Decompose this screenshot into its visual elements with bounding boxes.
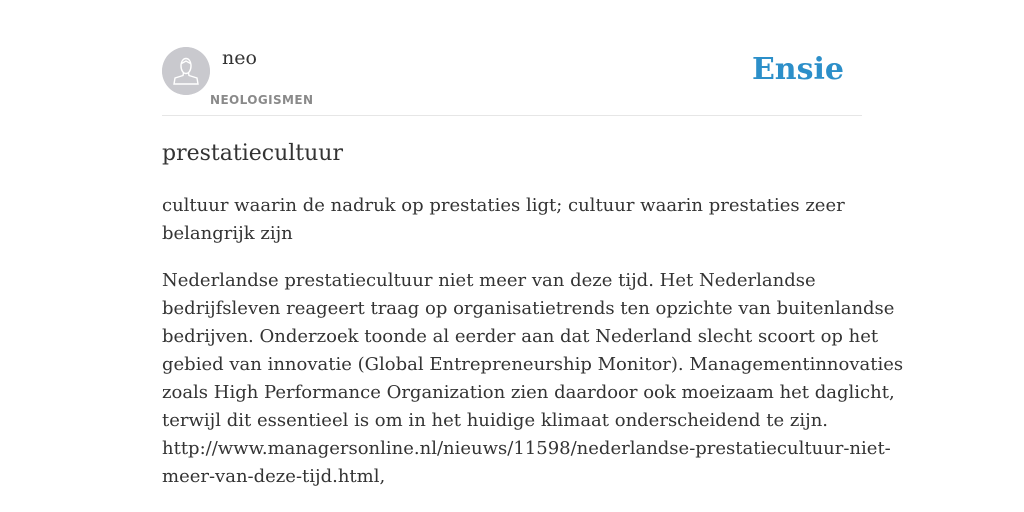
example-line: bedrijven. Onderzoek toonde al eerder aan dat Nederland slecht scoort op het — [162, 326, 879, 347]
category-label: NEOLOGISMEN — [210, 93, 314, 107]
entry-example — [162, 267, 904, 491]
example-line: http://www.managersonline.nl/nieuws/11598/nederlandse-prestatiecultuur-niet- — [162, 438, 891, 459]
definition-line: belangrijk zijn — [162, 223, 293, 244]
example-line: terwijl dit essentieel is om in het huidige klimaat onderscheidend te zijn. — [162, 410, 829, 431]
example-line: Nederlandse prestatiecultuur niet meer van deze tijd. Het Nederlandse — [162, 270, 816, 291]
example-line: gebied van innovatie (Global Entrepreneurship Monitor). Managementinnovaties — [162, 354, 904, 375]
entry-header — [162, 46, 862, 116]
author-avatar[interactable] — [162, 47, 210, 95]
example-line: zoals High Performance Organization zien daardoor ook moeizaam het daglicht, — [162, 382, 895, 403]
entry-title: prestatiecultuur — [162, 141, 343, 166]
author-name-link[interactable]: neo — [222, 47, 257, 69]
user-avatar-icon — [162, 47, 210, 95]
definition-line: cultuur waarin de nadruk op prestaties ligt; cultuur waarin prestaties zeer — [162, 195, 845, 216]
brand-logo[interactable]: Ensie — [751, 52, 844, 87]
example-line: meer-van-deze-tijd.html, — [162, 466, 386, 487]
example-line: bedrijfsleven reageert traag op organisatietrends ten opzichte van buitenlandse — [162, 298, 895, 319]
entry-definition — [162, 192, 862, 248]
